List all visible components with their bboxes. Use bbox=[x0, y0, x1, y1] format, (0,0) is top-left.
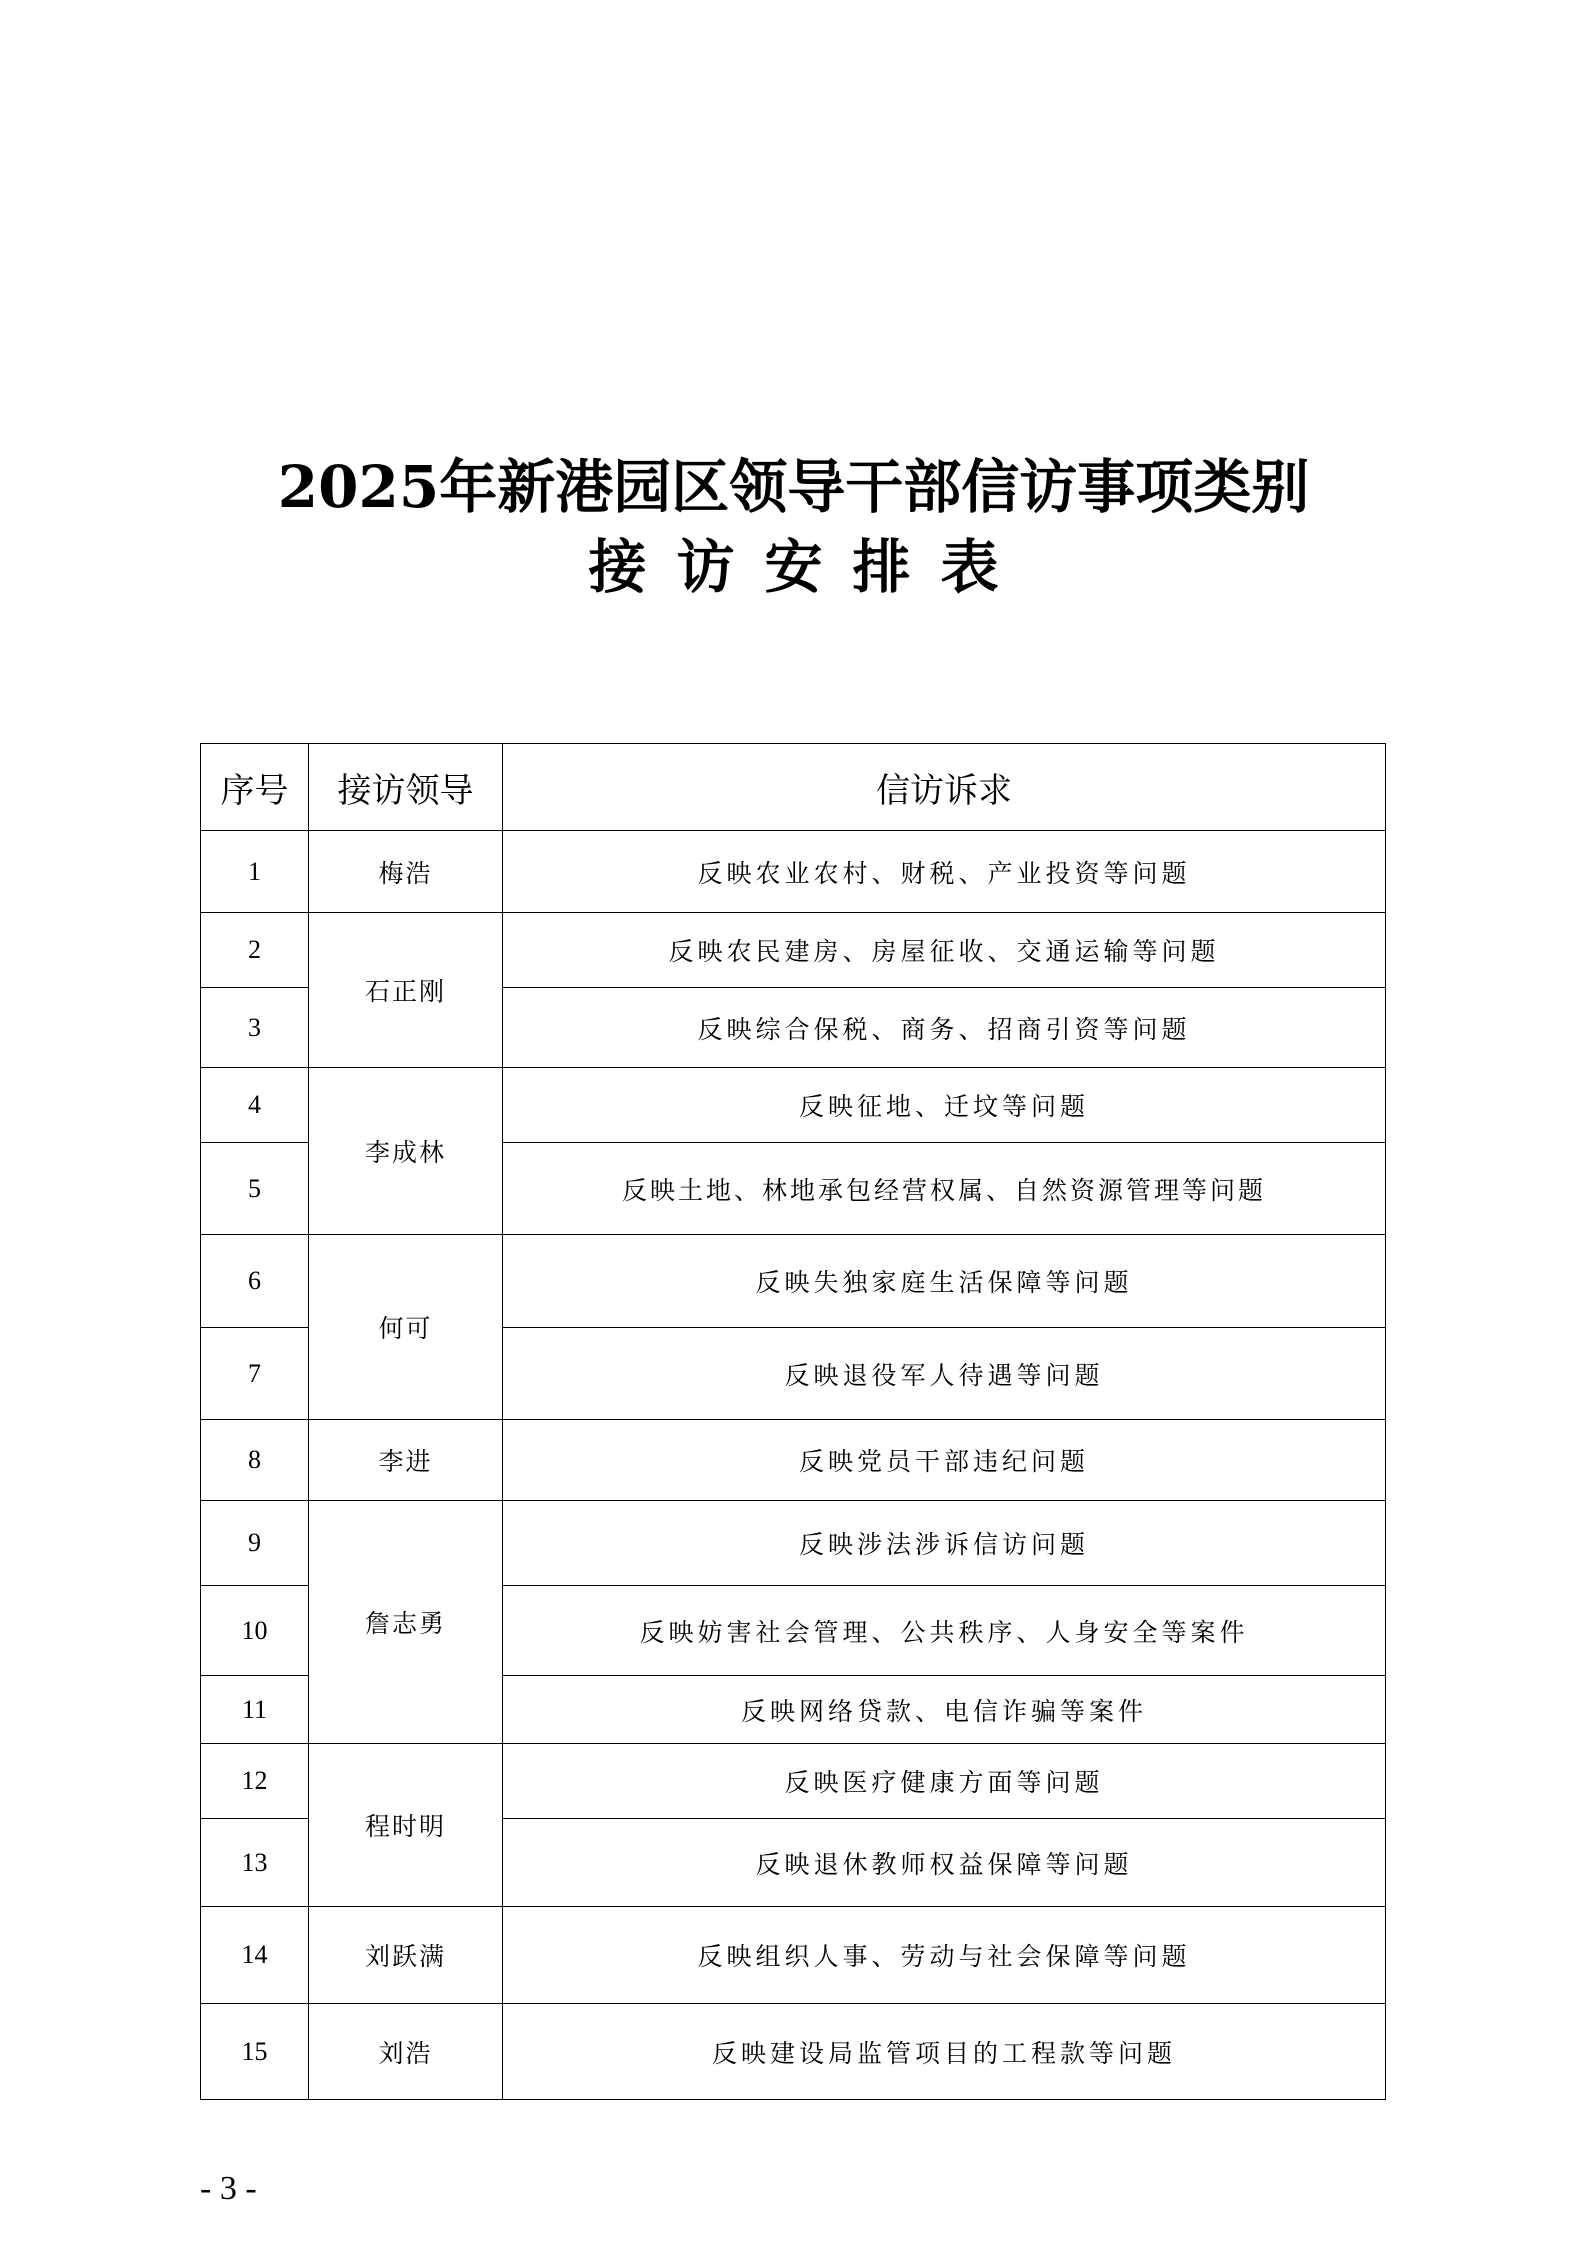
row-leader: 李进 bbox=[309, 1420, 503, 1501]
row-number: 12 bbox=[201, 1744, 309, 1819]
table-row bbox=[201, 1420, 1386, 1501]
row-number: 14 bbox=[201, 1907, 309, 2004]
table-row bbox=[201, 913, 1386, 988]
row-number: 2 bbox=[201, 913, 309, 988]
header-request: 信访诉求 bbox=[503, 744, 1386, 831]
row-request: 反映涉法涉诉信访问题 bbox=[503, 1501, 1386, 1586]
row-request: 反映妨害社会管理、公共秩序、人身安全等案件 bbox=[503, 1586, 1386, 1676]
row-leader: 刘跃满 bbox=[309, 1907, 503, 2004]
row-request: 反映网络贷款、电信诈骗等案件 bbox=[503, 1676, 1386, 1744]
table-row bbox=[201, 1907, 1386, 2004]
row-request: 反映农民建房、房屋征收、交通运输等问题 bbox=[503, 913, 1386, 988]
header-serial-no: 序号 bbox=[201, 744, 309, 831]
row-request: 反映退休教师权益保障等问题 bbox=[503, 1819, 1386, 1907]
row-leader: 何可 bbox=[309, 1235, 503, 1420]
row-request: 反映退役军人待遇等问题 bbox=[503, 1328, 1386, 1420]
row-request: 反映医疗健康方面等问题 bbox=[503, 1744, 1386, 1819]
row-request: 反映土地、林地承包经营权属、自然资源管理等问题 bbox=[503, 1143, 1386, 1235]
table-row bbox=[201, 1744, 1386, 1819]
table-header-row bbox=[201, 744, 1386, 831]
row-request: 反映组织人事、劳动与社会保障等问题 bbox=[503, 1907, 1386, 2004]
page-number: - 3 - bbox=[200, 2170, 257, 2207]
table-row bbox=[201, 2004, 1386, 2100]
row-request: 反映失独家庭生活保障等问题 bbox=[503, 1235, 1386, 1328]
row-request: 反映征地、迁坟等问题 bbox=[503, 1068, 1386, 1143]
table-row bbox=[201, 831, 1386, 913]
row-leader: 梅浩 bbox=[309, 831, 503, 913]
row-number: 10 bbox=[201, 1586, 309, 1676]
table-row bbox=[201, 1068, 1386, 1143]
row-number: 15 bbox=[201, 2004, 309, 2100]
row-number: 13 bbox=[201, 1819, 309, 1907]
row-number: 8 bbox=[201, 1420, 309, 1501]
table-row bbox=[201, 1235, 1386, 1328]
row-request: 反映建设局监管项目的工程款等问题 bbox=[503, 2004, 1386, 2100]
row-number: 4 bbox=[201, 1068, 309, 1143]
row-number: 1 bbox=[201, 831, 309, 913]
reception-schedule-table bbox=[200, 743, 1386, 2100]
document-title-line2: 接访安排表 bbox=[588, 533, 1029, 601]
table-row bbox=[201, 1501, 1386, 1586]
row-request: 反映综合保税、商务、招商引资等问题 bbox=[503, 988, 1386, 1068]
document-title-line1: 2025年新港园区领导干部信访事项类别 bbox=[277, 453, 1310, 521]
header-leader: 接访领导 bbox=[309, 744, 503, 831]
row-leader: 石正刚 bbox=[309, 913, 503, 1068]
row-number: 5 bbox=[201, 1143, 309, 1235]
row-leader: 刘浩 bbox=[309, 2004, 503, 2100]
row-leader: 詹志勇 bbox=[309, 1501, 503, 1744]
row-request: 反映农业农村、财税、产业投资等问题 bbox=[503, 831, 1386, 913]
row-number: 11 bbox=[201, 1676, 309, 1744]
row-number: 9 bbox=[201, 1501, 309, 1586]
row-number: 7 bbox=[201, 1328, 309, 1420]
row-leader: 李成林 bbox=[309, 1068, 503, 1235]
row-request: 反映党员干部违纪问题 bbox=[503, 1420, 1386, 1501]
row-leader: 程时明 bbox=[309, 1744, 503, 1907]
row-number: 3 bbox=[201, 988, 309, 1068]
row-number: 6 bbox=[201, 1235, 309, 1328]
